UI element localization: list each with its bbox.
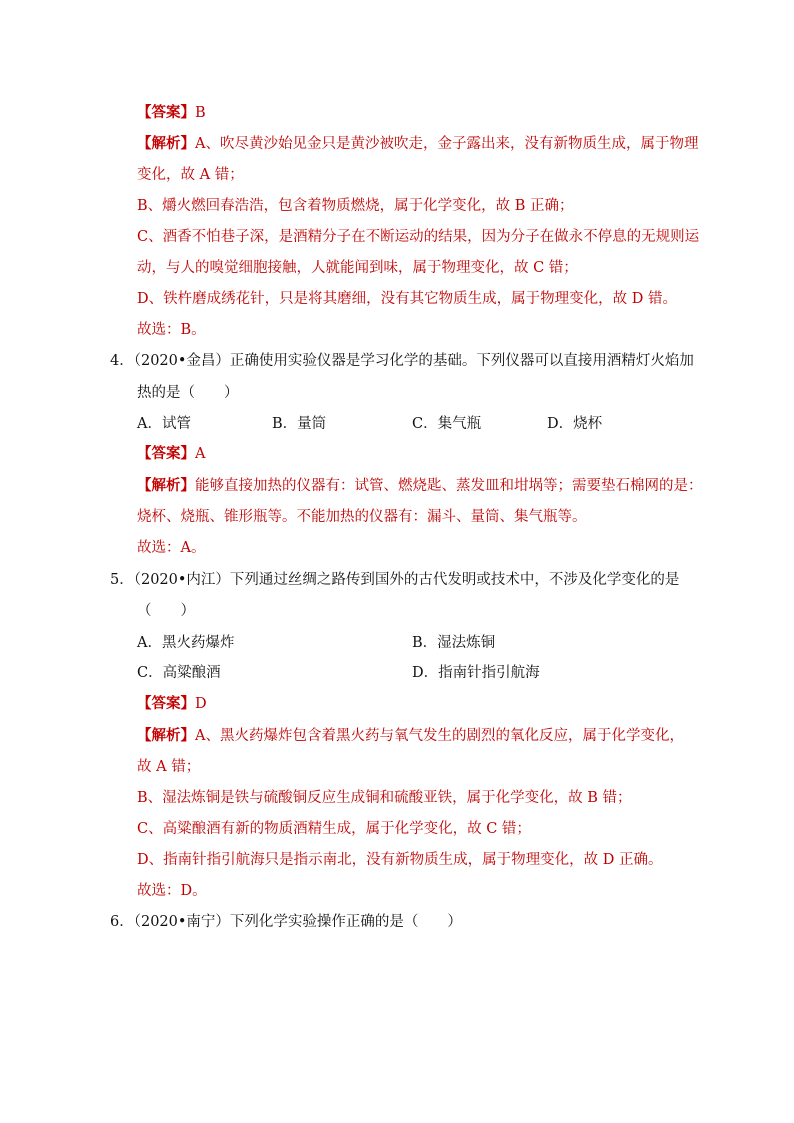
q5-select: 故选：D。 bbox=[137, 883, 207, 899]
q3-analysis-line-2: 变化，故 A 错； bbox=[137, 167, 244, 183]
q4-select: 故选：A。 bbox=[137, 540, 206, 556]
q5-option-c: C．高粱酿酒 bbox=[137, 665, 221, 681]
q4-option-a: A．试管 bbox=[137, 416, 191, 432]
q6-stem-line-1: 6．（2020•南宁）下列化学实验操作正确的是（ ） bbox=[110, 914, 462, 930]
q4-option-c: C．集气瓶 bbox=[412, 416, 482, 432]
answer-tag: 【答案】 bbox=[137, 445, 195, 462]
q4-stem-line-1: 4．（2020•金昌）正确使用实验仪器是学习化学的基础。下列仪器可以直接用酒精灯火焰加 bbox=[110, 353, 694, 369]
q5-stem-line-2: （ ） bbox=[137, 603, 195, 619]
q3-analysis-line-3: B、爝火燃回春浩浩，包含着物质燃烧，属于化学变化，故 B 正确； bbox=[137, 198, 574, 214]
analysis-text: 能够直接加热的仪器有：试管、燃烧匙、蒸发皿和坩埚等；需要垫石棉网的是： bbox=[195, 478, 703, 494]
q4-option-b: B．量筒 bbox=[272, 416, 327, 432]
q5-option-a: A．黑火药爆炸 bbox=[137, 635, 235, 651]
q4-analysis-line-2: 烧杯、烧瓶、锥形瓶等。不能加热的仪器有：漏斗、量筒、集气瓶等。 bbox=[137, 509, 587, 525]
analysis-tag: 【解析】 bbox=[137, 477, 195, 494]
q3-analysis-line-4: C、酒香不怕巷子深，是酒精分子在不断运动的结果，因为分子在做永不停息的无规则运 bbox=[137, 229, 700, 245]
q3-select: 故选：B。 bbox=[137, 322, 206, 338]
q5-analysis-line-4: C、高粱酿酒有新的物质酒精生成，属于化学变化，故 C 错； bbox=[137, 821, 531, 837]
answer-value: D bbox=[195, 696, 207, 712]
analysis-text: A、吹尽黄沙始见金只是黄沙被吹走，金子露出来，没有新物质生成，属于物理 bbox=[195, 136, 699, 152]
q3-analysis-line-1 bbox=[137, 132, 698, 156]
answer-tag: 【答案】 bbox=[137, 104, 195, 121]
q5-option-d: D．指南针指引航海 bbox=[412, 665, 540, 681]
q5-analysis-line-3: B、湿法炼铜是铁与硫酸铜反应生成铜和硫酸亚铁，属于化学变化，故 B 错； bbox=[137, 790, 632, 806]
q5-analysis-line-2: 故 A 错； bbox=[137, 759, 201, 775]
q5-analysis-line-5: D、指南针指引航海只是指示南北，没有新物质生成，属于物理变化，故 D 正确。 bbox=[137, 852, 663, 868]
analysis-tag: 【解析】 bbox=[137, 135, 195, 152]
q3-answer bbox=[137, 101, 206, 125]
answer-value: A bbox=[195, 446, 206, 462]
analysis-text: A、黑火药爆炸包含着黑火药与氧气发生的剧烈的氧化反应，属于化学变化， bbox=[195, 728, 684, 744]
q5-answer bbox=[137, 692, 207, 716]
q4-stem-line-2: 热的是（ ） bbox=[137, 385, 239, 401]
q3-analysis-line-5: 动，与人的嗅觉细胞接触，人就能闻到味，属于物理变化，故 C 错； bbox=[137, 260, 578, 276]
answer-tag: 【答案】 bbox=[137, 695, 195, 712]
q4-option-d: D．烧杯 bbox=[547, 416, 603, 432]
q5-option-b: B．湿法炼铜 bbox=[412, 635, 496, 651]
q3-analysis-line-6: D、铁杵磨成绣花针，只是将其磨细，没有其它物质生成，属于物理变化，故 D 错。 bbox=[137, 291, 677, 307]
analysis-tag: 【解析】 bbox=[137, 727, 195, 744]
q5-stem-line-1: 5．（2020•内江）下列通过丝绸之路传到国外的古代发明或技术中，不涉及化学变化的是 bbox=[110, 572, 680, 588]
q4-answer bbox=[137, 442, 205, 466]
q5-analysis-line-1 bbox=[137, 724, 684, 748]
answer-value: B bbox=[195, 105, 206, 121]
q4-analysis-line-1 bbox=[137, 474, 703, 498]
